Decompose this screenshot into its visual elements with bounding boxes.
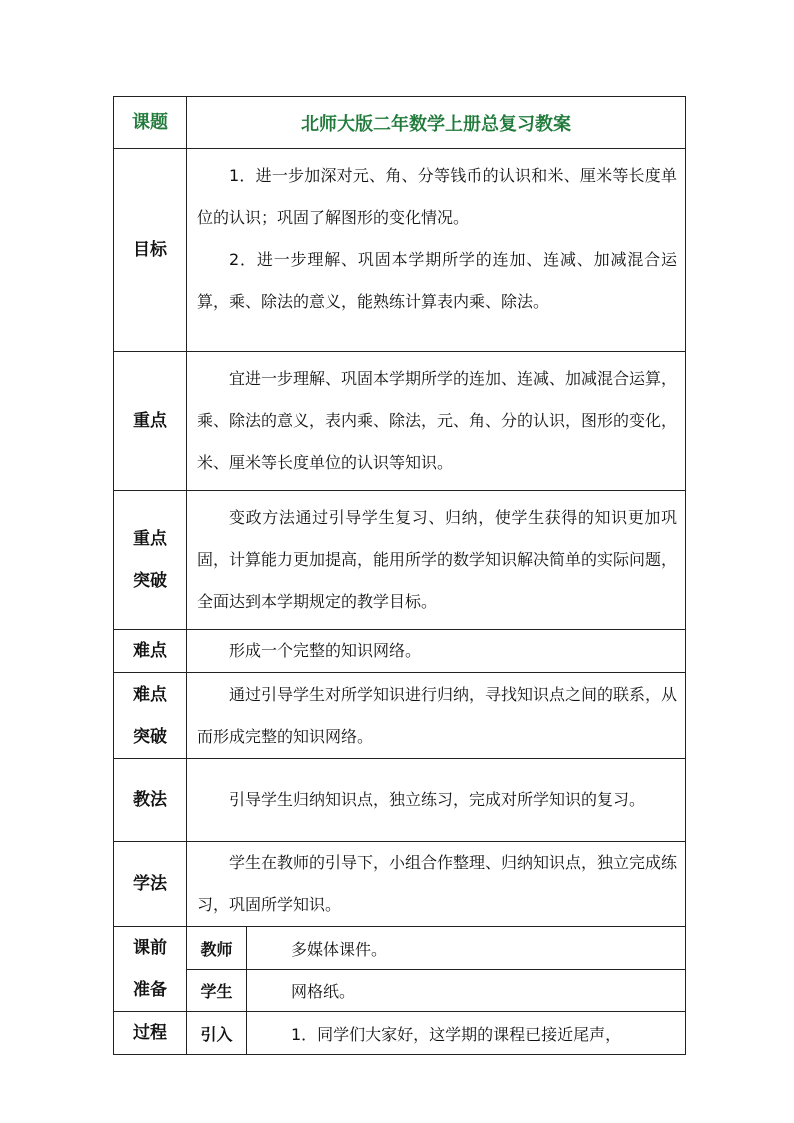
key-point-text: 宜进一步理解、巩固本学期所学的连加、连减、加减混合运算，乘、除法的意义，表内乘、除法，元、角、分的认识，图形的变化，米、厘米等长度单位的认识等知识。	[197, 369, 678, 472]
key-breakthrough-row	[114, 491, 686, 630]
learning-method-content	[187, 842, 686, 927]
title-label: 课题	[114, 97, 187, 149]
learning-method-text: 学生在教师的引导下，小组合作整理、归纳知识点，独立完成练习，巩固所学知识。	[197, 853, 678, 914]
key-breakthrough-label-line1: 重点	[133, 529, 167, 549]
preparation-teacher-text: 多媒体课件。	[247, 927, 686, 970]
teaching-method-text: 引导学生归纳知识点，独立练习，完成对所学知识的复习。	[229, 790, 646, 809]
difficulty-breakthrough-label-line2: 突破	[133, 726, 167, 747]
process-text: 1．同学们大家好，这学期的课程已接近尾声，	[247, 1012, 686, 1055]
goal-paragraph-2: 2．进一步理解、巩固本学期所学的连加、连减、加减混合运算，乘、除法的意义，能熟练计算表内乘、除法。	[197, 250, 677, 311]
lesson-title: 北师大版二年数学上册总复习教案	[187, 97, 686, 149]
key-breakthrough-text: 变政方法通过引导学生复习、归纳，使学生获得的知识更加巩固，计算能力更加提高，能用所学的数学知识解决简单的实际问题，全面达到本学期规定的教学目标。	[197, 508, 678, 611]
preparation-student-text: 网格纸。	[247, 970, 686, 1012]
process-row	[114, 1012, 686, 1055]
preparation-label-line2: 准备	[133, 980, 167, 1000]
difficulty-breakthrough-content	[187, 673, 686, 759]
preparation-label-line1: 课前	[133, 938, 167, 958]
learning-method-row	[114, 842, 686, 927]
title-row	[114, 97, 686, 149]
goal-content	[187, 149, 686, 352]
key-point-row	[114, 352, 686, 491]
lesson-plan-table	[113, 96, 686, 1055]
goal-paragraph-1: 1．进一步加深对元、角、分等钱币的认识和米、厘米等长度单位的认识；巩固了解图形的变化情况。	[197, 166, 677, 227]
difficulty-content	[187, 630, 686, 673]
difficulty-breakthrough-label-line1: 难点	[133, 684, 167, 705]
goal-label: 目标	[114, 149, 187, 352]
difficulty-text: 形成一个完整的知识网络。	[229, 641, 422, 660]
process-label: 过程	[114, 1012, 187, 1055]
preparation-teacher-row	[114, 927, 686, 970]
difficulty-breakthrough-text: 通过引导学生对所学知识进行归纳，寻找知识点之间的联系，从而形成完整的知识网络。	[197, 684, 678, 746]
key-breakthrough-content	[187, 491, 686, 630]
process-stage-label: 引入	[187, 1012, 247, 1055]
key-point-content	[187, 352, 686, 491]
preparation-teacher-label: 教师	[187, 927, 247, 970]
goal-row	[114, 149, 686, 352]
preparation-student-row	[114, 970, 686, 1012]
difficulty-row	[114, 630, 686, 673]
key-breakthrough-label	[114, 491, 187, 630]
difficulty-breakthrough-label	[114, 673, 187, 759]
difficulty-breakthrough-row	[114, 673, 686, 759]
preparation-student-label: 学生	[187, 970, 247, 1012]
key-point-label: 重点	[114, 352, 187, 491]
teaching-method-content	[187, 759, 686, 842]
teaching-method-row	[114, 759, 686, 842]
teaching-method-label: 教法	[114, 759, 187, 842]
difficulty-label: 难点	[114, 630, 187, 673]
learning-method-label: 学法	[114, 842, 187, 927]
key-breakthrough-label-line2: 突破	[133, 571, 167, 591]
preparation-label	[114, 927, 187, 1012]
